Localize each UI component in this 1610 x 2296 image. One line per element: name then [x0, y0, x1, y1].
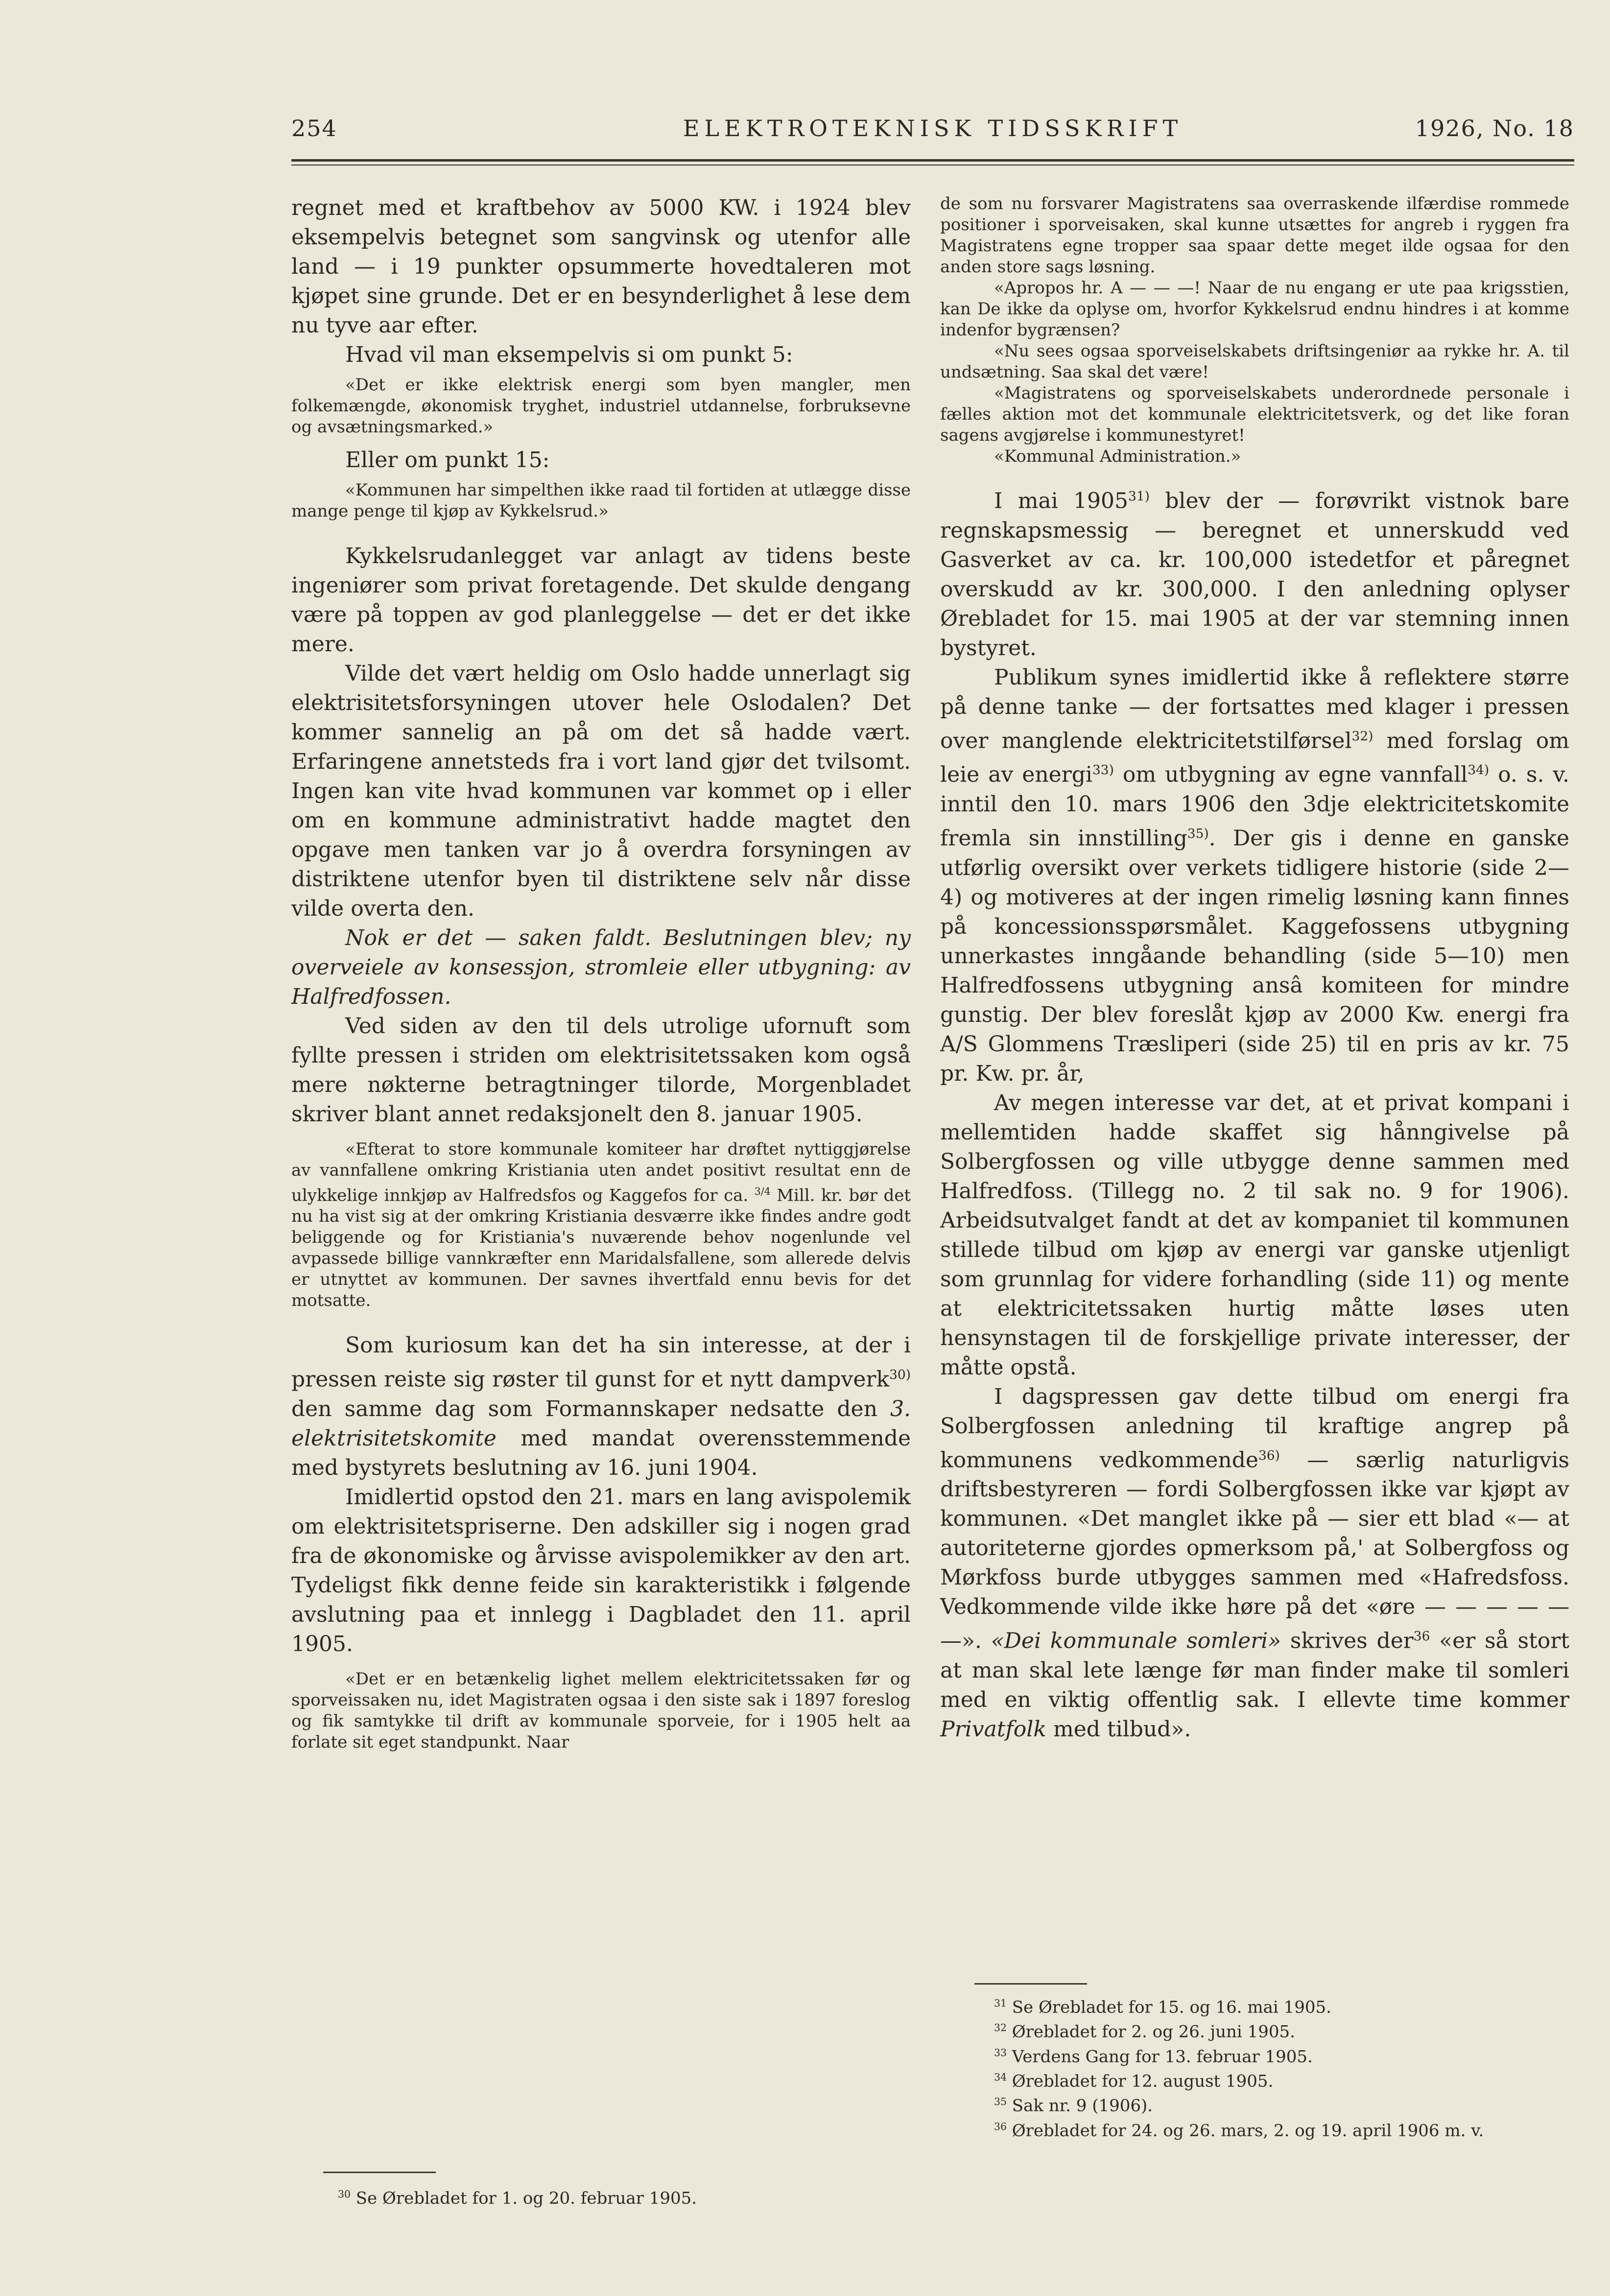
quote: «Efterat to store kommunale komiteer har drøftet nyttiggjørelse av vannfallene omkring Kristiania uten andet positivt resultat enn de ulykkelige innkjøp av Halfredsfos og Kaggefos for ca. $^{3/4}$ Mill. kr. bør det nu ha vist sig at der omkring Kristiania desværre ikke findes andre godt beliggende og for Kristiania's nuværende behov nogenlunde vel avpassede billige vannkræfter enn Maridalsfallene, som allerede delvis er utnyttet av kommunen. Der savnes ihvertfald ennu bevis for det motsatte.: [291, 1139, 911, 1311]
fraction: 3/4: [754, 1185, 771, 1197]
issue-label: 1926, No. 18: [1415, 115, 1574, 142]
right-column: [940, 193, 1569, 1744]
footnote-rule: [323, 2172, 436, 2173]
paragraph: I dagspressen gav dette tilbud om energi fra Solbergfossen anledning til kraftige angrep på kommunens vedkommende$^{36)}$ — særlig naturligvis driftsbestyreren — fordi Solbergfossen ikke var kjøpt av kommunen. «Det manglet ikke på — sier ett blad «— at autoriteterne gjordes opmerksom på,' at Solbergfoss og Mørkfoss burde utbygges sammen med «Hafredsfoss. Vedkommende vilde ikke høre på det «øre — — — — — —». «Dei kommunale somleri» skrives der$^{36}$ «er så stort at man skal lete længe før man finder make til somleri med en viktig offentlig sak. I ellevte time kommer Privatfolk med tilbud».: [940, 1384, 1570, 1742]
header-rule-thin: [291, 165, 1574, 166]
quote: «Magistratens og sporveiselskabets underordnede personale i fælles aktion mot det kommunale elektricitetsverk, og det like foran sagens avgjørelse i kommunestyret!: [940, 383, 1569, 445]
footnote: $^{36}$ Ørebladet for 24. og 26. mars, 2. og 19. april 1906 m. v.: [994, 2120, 1484, 2140]
quote: «Nu sees ogsaa sporveiselskabets driftsingeniør aa rykke hr. A. til undsætning. Saa skal det være!: [940, 341, 1569, 382]
footnote: $^{32}$ Ørebladet for 2. og 26. juni 1905.: [994, 2022, 1295, 2042]
quote: «Det er en betænkelig lighet mellem elektricitetssaken før og sporveissaken nu, idet Magistraten ogsaa i den siste sak i 1897 foreslog og fik samtykke til drift av kommunale sporveie, for i 1905 helt aa forlate sit eget standpunkt. Naar: [291, 1669, 911, 1752]
journal-title: ELEKTROTEKNISK TIDSSKRIFT: [683, 115, 1183, 142]
quote: «Apropos hr. A — — —! Naar de nu engang er ute paa krigsstien, kan De ikke da oplyse om, hvorfor Kykkelsrud endnu hindres i at komme indenfor bygrænsen?: [940, 278, 1569, 340]
paragraph: Imidlertid opstod den 21. mars en lang avispolemik om elektrisitetspriserne. Den adskiller sig i nogen grad fra de økonomiske og årvisse avispolemikker av den art. Tydeligst fikk denne feide sin karakteristikk i følgende avslutning paa et innlegg i Dagbladet den 11. april 1905.: [291, 1484, 911, 1657]
signature: «Kommunal Administration.»: [994, 447, 1241, 466]
quote: «Det er ikke elektrisk energi som byen mangler, men folkemængde, økonomisk tryghet, industriel utdannelse, forbruksevne og avsætningsmarked.»: [291, 375, 911, 437]
paragraph: Av megen interesse var det, at et privat kompani i mellemtiden hadde skaffet sig hånngivelse på Solbergfossen og ville utbygge denne sammen med Halfredfoss. (Tillegg no. 2 til sak no. 9 for 1906). Arbeidsutvalget fandt at det av kompaniet til kommunen stillede tilbud om kjøp av energi var ganske utjenligt som grunnlag for videre forhandling (side 11) og mente at elektricitetssaken hurtig måtte løses uten hensynstagen til de forskjellige private interesser, der måtte opstå.: [940, 1090, 1569, 1380]
paragraph: Ved siden av den til dels utrolige ufornuft som fyllte pressen i striden om elektrisitetssaken kom også mere nøkterne betragtninger tilorde, Morgenbladet skriver blant annet redaksjonelt den 8. januar 1905.: [291, 1014, 911, 1127]
footnote-rule: [974, 1983, 1087, 1985]
footnotes: [940, 1993, 1569, 2141]
footnote-ref: 31): [1128, 489, 1150, 504]
left-column: [291, 193, 911, 1753]
footnote: $^{35}$ Sak nr. 9 (1906).: [994, 2096, 1153, 2116]
page-number: 254: [291, 115, 337, 142]
running-header: [291, 110, 1574, 144]
paragraph: Hvad vil man eksempelvis si om punkt 5:: [345, 342, 793, 367]
paragraph: Publikum synes imidlertid ikke å reflektere større på denne tanke — der fortsattes med klager i pressen over manglende elektricitetstilførsel$^{32)}$ med forslag om leie av energi$^{33)}$ om utbygning av egne vannfall$^{34)}$ o. s. v. inntil den 10. mars 1906 den 3dje elektricitetskomite fremla sin innstilling$^{35)}$. Der gis i denne en ganske utførlig oversikt over verkets tidligere historie (side 2—4) og motiveres at der ingen rimelig løsning kann finnes på koncessionsspørsmålet. Kaggefossens utbygning unnerkastes inngåande behandling (side 5—10) men Halfredfossens utbygning ansâ komiteen for mindre gunstig. Der blev foreslåt kjøp av 2000 Kw. energi fra A/S Glommens Træsliperi (side 25) til en pris av kr. 75 pr. Kw. pr. år,: [940, 664, 1569, 1086]
footnote: $^{30}$ Se Ørebladet for 1. og 20. februar 1905.: [338, 2188, 697, 2208]
footnote: $^{33}$ Verdens Gang for 13. februar 1905.: [994, 2046, 1313, 2066]
paragraph: regnet med et kraftbehov av 5000 KW. i 1924 blev eksempelvis betegnet som sangvinsk og utenfor alle land — i 19 punkter opsummerte hovedtaleren mot kjøpet sine grunde. Det er en besynderlighet å lese dem nu tyve aar efter.: [291, 195, 911, 338]
paragraph: Kykkelsrudanlegget var anlagt av tidens beste ingeniører som privat foretagende. Det skulde dengang være på toppen av god planleggelse — det er det ikke mere.: [291, 544, 911, 657]
header-rule-thick: [291, 159, 1574, 162]
quote: «Kommunen har simpelthen ikke raad til fortiden at utlægge disse mange penge til kjøp av Kykkelsrud.»: [291, 480, 911, 521]
paragraph: Eller om punkt 15:: [345, 448, 550, 473]
paragraph: I mai 1905$^{31)}$ blev der — forøvrikt vistnok bare regnskapsmessig — beregnet et unnerskudd ved Gasverket av ca. kr. 100,000 istedetfor et påregnet overskudd av kr. 300,000. I den anledning oplyser Ørebladet for 15. mai 1905 at der var stemning innen bystyret.: [940, 488, 1569, 661]
quote: de som nu forsvarer Magistratens saa overraskende ilfærdise rommede positioner i sporveisaken, skal kunne utsættes for angreb i ryggen fra Magistratens egne tropper saa spaar dette meget ilde ogsaa for den anden store sags løsning.: [940, 194, 1569, 277]
italic-paragraph: Nok er det — saken faldt. Beslutningen blev; ny overveiele av konsessjon, stromleie eller utbygning: av Halfredfossen.: [291, 925, 911, 1009]
paragraph: Vilde det vært heldig om Oslo hadde unnerlagt sig elektrisitetsforsyningen utover hele Oslodalen? Det kommer sannelig an på om det så hadde vært. Erfaringene annetsteds fra i vort land gjør det tvilsomt. Ingen kan vite hvad kommunen var kommet op i eller om en kommune administrativt hadde magtet den opgave men tanken var jo å overdra forsyningen av distriktene utenfor byen til distriktene selv når disse vilde overta den.: [291, 661, 911, 921]
footnote: $^{31}$ Se Ørebladet for 15. og 16. mai 1905.: [994, 1997, 1331, 2017]
footnote: $^{34}$ Ørebladet for 12. august 1905.: [994, 2071, 1274, 2091]
footnote-ref: 30): [889, 1367, 911, 1383]
paragraph: Som kuriosum kan det ha sin interesse, at der i pressen reiste sig røster til gunst for et nytt dampverk$^{30)}$ den samme dag som Formannskaper nedsatte den 3. elektrisitetskomite med mandat overensstemmende med bystyrets beslutning av 16. juni 1904.: [291, 1333, 911, 1480]
